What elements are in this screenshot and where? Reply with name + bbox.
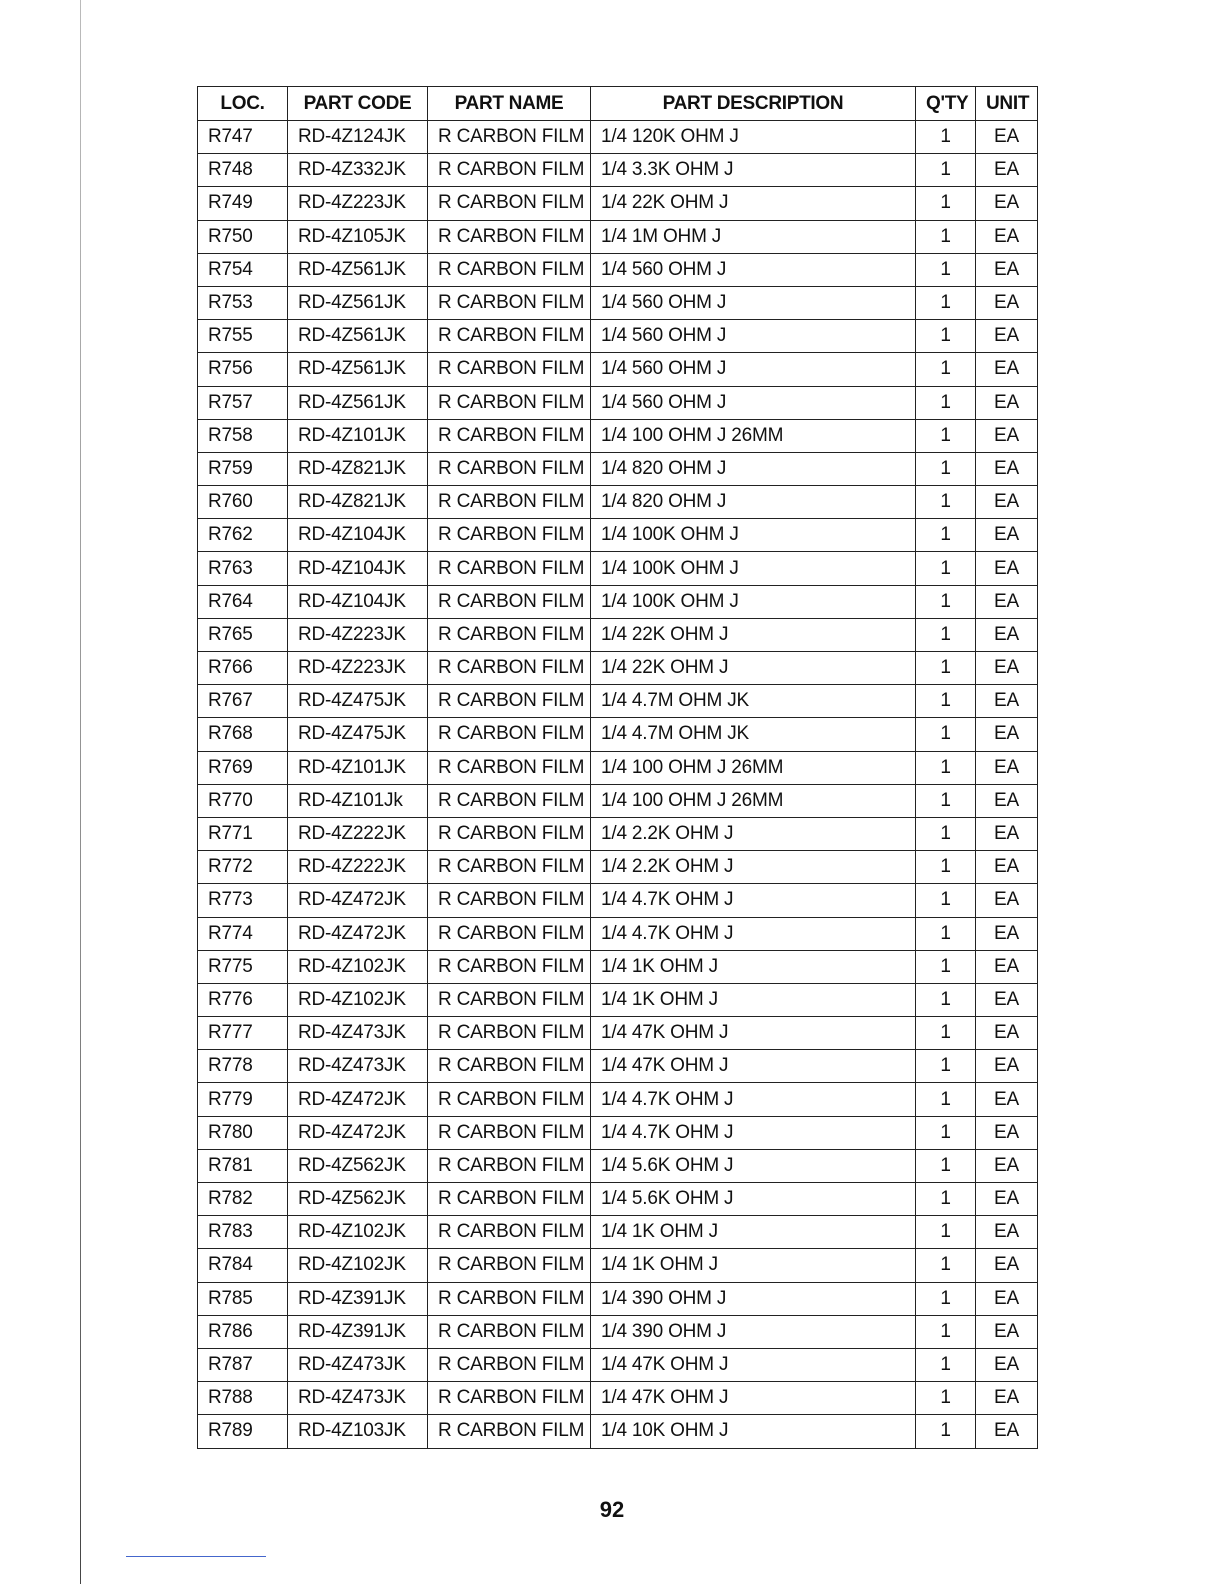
qty-cell: 1 <box>916 983 976 1016</box>
part-code-cell: RD-4Z102JK <box>288 1216 428 1249</box>
loc-cell: R787 <box>198 1348 288 1381</box>
unit-cell: EA <box>976 1183 1038 1216</box>
unit-cell: EA <box>976 585 1038 618</box>
qty-cell: 1 <box>916 452 976 485</box>
unit-cell: EA <box>976 353 1038 386</box>
table-row <box>198 817 1038 850</box>
part-code-cell: RD-4Z124JK <box>288 121 428 154</box>
parts-table <box>197 86 1038 1449</box>
unit-cell: EA <box>976 1315 1038 1348</box>
unit-cell: EA <box>976 751 1038 784</box>
unit-cell: EA <box>976 1083 1038 1116</box>
loc-cell: R758 <box>198 419 288 452</box>
part-code-cell: RD-4Z391JK <box>288 1282 428 1315</box>
table-header-row <box>198 87 1038 121</box>
qty-cell: 1 <box>916 1216 976 1249</box>
qty-cell: 1 <box>916 519 976 552</box>
part-name-cell: R CARBON FILM <box>428 519 591 552</box>
loc-cell: R768 <box>198 718 288 751</box>
loc-cell: R775 <box>198 950 288 983</box>
description-cell: 1/4 4.7M OHM JK <box>591 685 916 718</box>
description-cell: 1/4 1K OHM J <box>591 1249 916 1282</box>
qty-cell: 1 <box>916 121 976 154</box>
table-row <box>198 718 1038 751</box>
part-code-cell: RD-4Z561JK <box>288 353 428 386</box>
unit-cell: EA <box>976 950 1038 983</box>
unit-cell: EA <box>976 320 1038 353</box>
table-row <box>198 220 1038 253</box>
loc-cell: R760 <box>198 486 288 519</box>
loc-cell: R747 <box>198 121 288 154</box>
qty-cell: 1 <box>916 718 976 751</box>
unit-cell: EA <box>976 618 1038 651</box>
description-cell: 1/4 390 OHM J <box>591 1282 916 1315</box>
description-cell: 1/4 100 OHM J 26MM <box>591 751 916 784</box>
header-part-code: PART CODE <box>288 87 428 121</box>
loc-cell: R763 <box>198 552 288 585</box>
description-cell: 1/4 2.2K OHM J <box>591 851 916 884</box>
table-row <box>198 1282 1038 1315</box>
part-code-cell: RD-4Z332JK <box>288 154 428 187</box>
unit-cell: EA <box>976 1017 1038 1050</box>
header-part-description: PART DESCRIPTION <box>591 87 916 121</box>
description-cell: 1/4 4.7K OHM J <box>591 1083 916 1116</box>
part-code-cell: RD-4Z102JK <box>288 950 428 983</box>
table-row <box>198 486 1038 519</box>
part-code-cell: RD-4Z473JK <box>288 1050 428 1083</box>
qty-cell: 1 <box>916 917 976 950</box>
part-name-cell: R CARBON FILM <box>428 1216 591 1249</box>
unit-cell: EA <box>976 121 1038 154</box>
part-name-cell: R CARBON FILM <box>428 1149 591 1182</box>
qty-cell: 1 <box>916 419 976 452</box>
table-row <box>198 1149 1038 1182</box>
part-code-cell: RD-4Z472JK <box>288 1083 428 1116</box>
unit-cell: EA <box>976 1116 1038 1149</box>
loc-cell: R759 <box>198 452 288 485</box>
qty-cell: 1 <box>916 1050 976 1083</box>
loc-cell: R757 <box>198 386 288 419</box>
qty-cell: 1 <box>916 1348 976 1381</box>
unit-cell: EA <box>976 220 1038 253</box>
qty-cell: 1 <box>916 685 976 718</box>
table-row <box>198 187 1038 220</box>
description-cell: 1/4 120K OHM J <box>591 121 916 154</box>
part-name-cell: R CARBON FILM <box>428 718 591 751</box>
description-cell: 1/4 820 OHM J <box>591 452 916 485</box>
part-name-cell: R CARBON FILM <box>428 1348 591 1381</box>
part-name-cell: R CARBON FILM <box>428 1083 591 1116</box>
description-cell: 1/4 820 OHM J <box>591 486 916 519</box>
part-code-cell: RD-4Z472JK <box>288 917 428 950</box>
part-name-cell: R CARBON FILM <box>428 220 591 253</box>
part-name-cell: R CARBON FILM <box>428 1050 591 1083</box>
unit-cell: EA <box>976 1216 1038 1249</box>
description-cell: 1/4 1K OHM J <box>591 950 916 983</box>
qty-cell: 1 <box>916 1149 976 1182</box>
table-row <box>198 1050 1038 1083</box>
loc-cell: R788 <box>198 1382 288 1415</box>
part-name-cell: R CARBON FILM <box>428 552 591 585</box>
qty-cell: 1 <box>916 1083 976 1116</box>
loc-cell: R749 <box>198 187 288 220</box>
loc-cell: R748 <box>198 154 288 187</box>
table-row <box>198 652 1038 685</box>
description-cell: 1/4 3.3K OHM J <box>591 154 916 187</box>
unit-cell: EA <box>976 1050 1038 1083</box>
unit-cell: EA <box>976 685 1038 718</box>
part-name-cell: R CARBON FILM <box>428 1415 591 1448</box>
table-row <box>198 1183 1038 1216</box>
part-name-cell: R CARBON FILM <box>428 851 591 884</box>
loc-cell: R755 <box>198 320 288 353</box>
unit-cell: EA <box>976 1149 1038 1182</box>
part-name-cell: R CARBON FILM <box>428 452 591 485</box>
part-name-cell: R CARBON FILM <box>428 253 591 286</box>
part-code-cell: RD-4Z561JK <box>288 320 428 353</box>
loc-cell: R773 <box>198 884 288 917</box>
description-cell: 1/4 47K OHM J <box>591 1348 916 1381</box>
qty-cell: 1 <box>916 386 976 419</box>
part-name-cell: R CARBON FILM <box>428 320 591 353</box>
loc-cell: R754 <box>198 253 288 286</box>
description-cell: 1/4 4.7M OHM JK <box>591 718 916 751</box>
description-cell: 1/4 22K OHM J <box>591 652 916 685</box>
description-cell: 1/4 4.7K OHM J <box>591 1116 916 1149</box>
table-row <box>198 1017 1038 1050</box>
qty-cell: 1 <box>916 1116 976 1149</box>
part-code-cell: RD-4Z475JK <box>288 718 428 751</box>
part-code-cell: RD-4Z223JK <box>288 187 428 220</box>
part-name-cell: R CARBON FILM <box>428 1282 591 1315</box>
part-name-cell: R CARBON FILM <box>428 884 591 917</box>
part-name-cell: R CARBON FILM <box>428 1382 591 1415</box>
unit-cell: EA <box>976 519 1038 552</box>
table-row <box>198 784 1038 817</box>
table-row <box>198 884 1038 917</box>
unit-cell: EA <box>976 652 1038 685</box>
description-cell: 1/4 560 OHM J <box>591 253 916 286</box>
qty-cell: 1 <box>916 220 976 253</box>
table-row <box>198 1348 1038 1381</box>
table-row <box>198 253 1038 286</box>
part-code-cell: RD-4Z105JK <box>288 220 428 253</box>
part-name-cell: R CARBON FILM <box>428 187 591 220</box>
qty-cell: 1 <box>916 486 976 519</box>
part-code-cell: RD-4Z102JK <box>288 1249 428 1282</box>
qty-cell: 1 <box>916 1315 976 1348</box>
loc-cell: R767 <box>198 685 288 718</box>
unit-cell: EA <box>976 851 1038 884</box>
part-name-cell: R CARBON FILM <box>428 154 591 187</box>
table-row <box>198 1315 1038 1348</box>
part-code-cell: RD-4Z821JK <box>288 486 428 519</box>
header-unit: UNIT <box>976 87 1038 121</box>
unit-cell: EA <box>976 486 1038 519</box>
qty-cell: 1 <box>916 1415 976 1448</box>
qty-cell: 1 <box>916 320 976 353</box>
table-row <box>198 452 1038 485</box>
unit-cell: EA <box>976 1415 1038 1448</box>
qty-cell: 1 <box>916 652 976 685</box>
part-code-cell: RD-4Z101Jk <box>288 784 428 817</box>
table-row <box>198 1216 1038 1249</box>
part-code-cell: RD-4Z104JK <box>288 552 428 585</box>
table-row <box>198 685 1038 718</box>
unit-cell: EA <box>976 817 1038 850</box>
part-name-cell: R CARBON FILM <box>428 353 591 386</box>
qty-cell: 1 <box>916 618 976 651</box>
loc-cell: R789 <box>198 1415 288 1448</box>
qty-cell: 1 <box>916 253 976 286</box>
part-code-cell: RD-4Z472JK <box>288 884 428 917</box>
part-code-cell: RD-4Z101JK <box>288 751 428 784</box>
loc-cell: R777 <box>198 1017 288 1050</box>
qty-cell: 1 <box>916 353 976 386</box>
part-code-cell: RD-4Z562JK <box>288 1149 428 1182</box>
unit-cell: EA <box>976 784 1038 817</box>
qty-cell: 1 <box>916 1249 976 1282</box>
description-cell: 1/4 4.7K OHM J <box>591 884 916 917</box>
part-name-cell: R CARBON FILM <box>428 585 591 618</box>
description-cell: 1/4 47K OHM J <box>591 1017 916 1050</box>
unit-cell: EA <box>976 1249 1038 1282</box>
header-qty: Q'TY <box>916 87 976 121</box>
part-code-cell: RD-4Z222JK <box>288 851 428 884</box>
unit-cell: EA <box>976 1382 1038 1415</box>
description-cell: 1/4 100 OHM J 26MM <box>591 784 916 817</box>
table-row <box>198 618 1038 651</box>
part-name-cell: R CARBON FILM <box>428 121 591 154</box>
part-code-cell: RD-4Z473JK <box>288 1017 428 1050</box>
qty-cell: 1 <box>916 884 976 917</box>
part-code-cell: RD-4Z561JK <box>288 253 428 286</box>
loc-cell: R783 <box>198 1216 288 1249</box>
description-cell: 1/4 100 OHM J 26MM <box>591 419 916 452</box>
part-name-cell: R CARBON FILM <box>428 685 591 718</box>
description-cell: 1/4 5.6K OHM J <box>591 1183 916 1216</box>
loc-cell: R770 <box>198 784 288 817</box>
part-name-cell: R CARBON FILM <box>428 618 591 651</box>
unit-cell: EA <box>976 386 1038 419</box>
part-code-cell: RD-4Z102JK <box>288 983 428 1016</box>
loc-cell: R778 <box>198 1050 288 1083</box>
part-name-cell: R CARBON FILM <box>428 983 591 1016</box>
loc-cell: R780 <box>198 1116 288 1149</box>
qty-cell: 1 <box>916 1382 976 1415</box>
qty-cell: 1 <box>916 1282 976 1315</box>
description-cell: 1/4 5.6K OHM J <box>591 1149 916 1182</box>
part-code-cell: RD-4Z473JK <box>288 1348 428 1381</box>
table-row <box>198 320 1038 353</box>
qty-cell: 1 <box>916 851 976 884</box>
table-row <box>198 286 1038 319</box>
part-name-cell: R CARBON FILM <box>428 817 591 850</box>
page-number: 92 <box>599 1497 625 1522</box>
part-code-cell: RD-4Z475JK <box>288 685 428 718</box>
unit-cell: EA <box>976 286 1038 319</box>
description-cell: 1/4 22K OHM J <box>591 187 916 220</box>
part-code-cell: RD-4Z561JK <box>288 386 428 419</box>
description-cell: 1/4 560 OHM J <box>591 353 916 386</box>
parts-table-body <box>198 121 1038 1449</box>
table-row <box>198 353 1038 386</box>
table-row <box>198 1116 1038 1149</box>
part-code-cell: RD-4Z223JK <box>288 618 428 651</box>
part-name-cell: R CARBON FILM <box>428 652 591 685</box>
table-row <box>198 751 1038 784</box>
description-cell: 1/4 560 OHM J <box>591 386 916 419</box>
description-cell: 1/4 560 OHM J <box>591 320 916 353</box>
table-row <box>198 154 1038 187</box>
part-code-cell: RD-4Z103JK <box>288 1415 428 1448</box>
table-row <box>198 851 1038 884</box>
part-name-cell: R CARBON FILM <box>428 1315 591 1348</box>
part-name-cell: R CARBON FILM <box>428 784 591 817</box>
table-row <box>198 950 1038 983</box>
unit-cell: EA <box>976 187 1038 220</box>
part-code-cell: RD-4Z473JK <box>288 1382 428 1415</box>
part-code-cell: RD-4Z223JK <box>288 652 428 685</box>
unit-cell: EA <box>976 419 1038 452</box>
description-cell: 1/4 100K OHM J <box>591 585 916 618</box>
part-code-cell: RD-4Z104JK <box>288 585 428 618</box>
table-row <box>198 1415 1038 1448</box>
unit-cell: EA <box>976 1348 1038 1381</box>
footer-rule <box>126 1556 266 1557</box>
qty-cell: 1 <box>916 817 976 850</box>
table-row <box>198 552 1038 585</box>
loc-cell: R776 <box>198 983 288 1016</box>
header-part-name: PART NAME <box>428 87 591 121</box>
unit-cell: EA <box>976 253 1038 286</box>
description-cell: 1/4 1K OHM J <box>591 983 916 1016</box>
description-cell: 1/4 1M OHM J <box>591 220 916 253</box>
loc-cell: R772 <box>198 851 288 884</box>
qty-cell: 1 <box>916 187 976 220</box>
part-code-cell: RD-4Z391JK <box>288 1315 428 1348</box>
description-cell: 1/4 390 OHM J <box>591 1315 916 1348</box>
loc-cell: R785 <box>198 1282 288 1315</box>
table-row <box>198 121 1038 154</box>
part-code-cell: RD-4Z104JK <box>288 519 428 552</box>
loc-cell: R765 <box>198 618 288 651</box>
qty-cell: 1 <box>916 751 976 784</box>
table-row <box>198 1249 1038 1282</box>
part-code-cell: RD-4Z561JK <box>288 286 428 319</box>
description-cell: 1/4 1K OHM J <box>591 1216 916 1249</box>
unit-cell: EA <box>976 154 1038 187</box>
qty-cell: 1 <box>916 950 976 983</box>
part-name-cell: R CARBON FILM <box>428 486 591 519</box>
table-row <box>198 1083 1038 1116</box>
description-cell: 1/4 47K OHM J <box>591 1382 916 1415</box>
qty-cell: 1 <box>916 552 976 585</box>
qty-cell: 1 <box>916 154 976 187</box>
scan-edge-line <box>80 0 81 1584</box>
loc-cell: R750 <box>198 220 288 253</box>
unit-cell: EA <box>976 884 1038 917</box>
table-row <box>198 585 1038 618</box>
description-cell: 1/4 100K OHM J <box>591 552 916 585</box>
part-name-cell: R CARBON FILM <box>428 286 591 319</box>
part-name-cell: R CARBON FILM <box>428 419 591 452</box>
part-name-cell: R CARBON FILM <box>428 386 591 419</box>
table-row <box>198 983 1038 1016</box>
table-row <box>198 1382 1038 1415</box>
description-cell: 1/4 47K OHM J <box>591 1050 916 1083</box>
part-name-cell: R CARBON FILM <box>428 1116 591 1149</box>
unit-cell: EA <box>976 552 1038 585</box>
part-code-cell: RD-4Z101JK <box>288 419 428 452</box>
header-loc: LOC. <box>198 87 288 121</box>
qty-cell: 1 <box>916 1183 976 1216</box>
part-name-cell: R CARBON FILM <box>428 751 591 784</box>
part-name-cell: R CARBON FILM <box>428 1183 591 1216</box>
part-name-cell: R CARBON FILM <box>428 1249 591 1282</box>
loc-cell: R766 <box>198 652 288 685</box>
part-code-cell: RD-4Z472JK <box>288 1116 428 1149</box>
description-cell: 1/4 2.2K OHM J <box>591 817 916 850</box>
description-cell: 1/4 100K OHM J <box>591 519 916 552</box>
qty-cell: 1 <box>916 286 976 319</box>
description-cell: 1/4 560 OHM J <box>591 286 916 319</box>
table-row <box>198 419 1038 452</box>
part-name-cell: R CARBON FILM <box>428 917 591 950</box>
unit-cell: EA <box>976 452 1038 485</box>
loc-cell: R756 <box>198 353 288 386</box>
loc-cell: R774 <box>198 917 288 950</box>
qty-cell: 1 <box>916 1017 976 1050</box>
part-code-cell: RD-4Z821JK <box>288 452 428 485</box>
unit-cell: EA <box>976 1282 1038 1315</box>
description-cell: 1/4 22K OHM J <box>591 618 916 651</box>
table-row <box>198 386 1038 419</box>
unit-cell: EA <box>976 917 1038 950</box>
part-code-cell: RD-4Z562JK <box>288 1183 428 1216</box>
description-cell: 1/4 10K OHM J <box>591 1415 916 1448</box>
unit-cell: EA <box>976 983 1038 1016</box>
part-name-cell: R CARBON FILM <box>428 1017 591 1050</box>
loc-cell: R771 <box>198 817 288 850</box>
loc-cell: R769 <box>198 751 288 784</box>
unit-cell: EA <box>976 718 1038 751</box>
qty-cell: 1 <box>916 585 976 618</box>
loc-cell: R753 <box>198 286 288 319</box>
part-code-cell: RD-4Z222JK <box>288 817 428 850</box>
description-cell: 1/4 4.7K OHM J <box>591 917 916 950</box>
table-row <box>198 519 1038 552</box>
loc-cell: R764 <box>198 585 288 618</box>
loc-cell: R779 <box>198 1083 288 1116</box>
loc-cell: R784 <box>198 1249 288 1282</box>
qty-cell: 1 <box>916 784 976 817</box>
loc-cell: R786 <box>198 1315 288 1348</box>
part-name-cell: R CARBON FILM <box>428 950 591 983</box>
loc-cell: R782 <box>198 1183 288 1216</box>
loc-cell: R762 <box>198 519 288 552</box>
loc-cell: R781 <box>198 1149 288 1182</box>
table-row <box>198 917 1038 950</box>
